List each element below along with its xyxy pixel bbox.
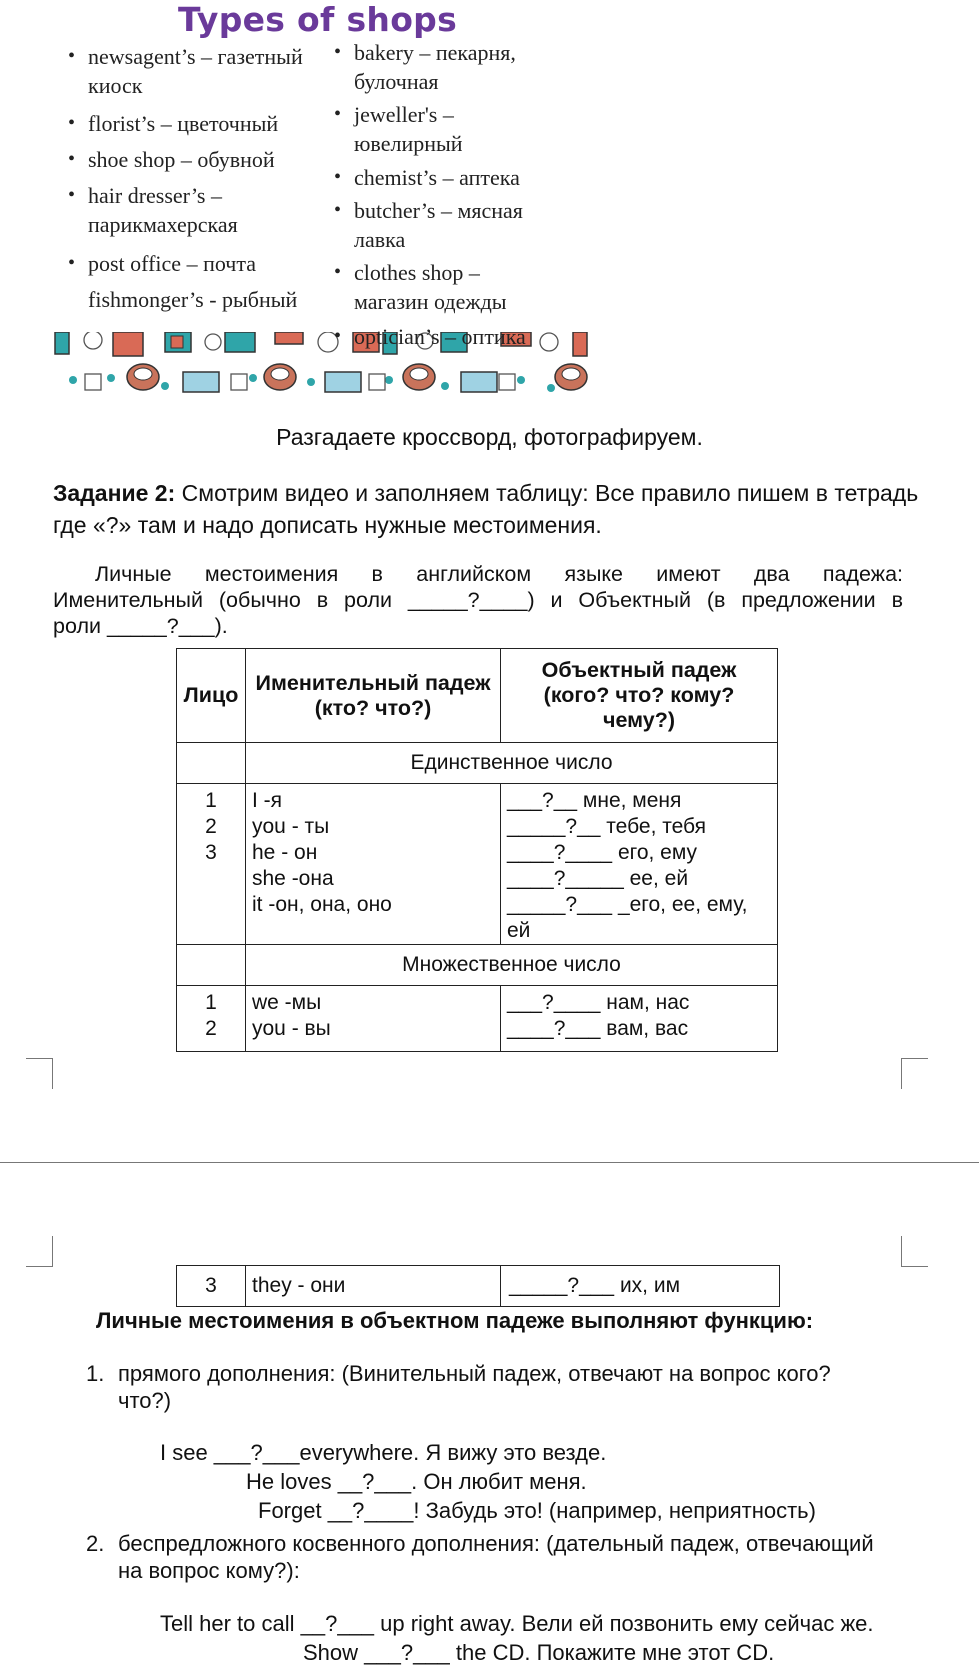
shop-item: • post office – почта: [88, 249, 328, 278]
intro-line: Личные местоимения в английском языке имеют два падежа:: [95, 562, 903, 586]
nominative-pronoun: I -я: [252, 789, 283, 812]
task2-paragraph: [53, 477, 933, 541]
crop-mark: [901, 1236, 928, 1267]
intro-line: Именительный (обычно в роли _____?____) и Объектный (в предложении в: [53, 588, 903, 612]
objective-pronoun: ____?____ его, ему: [507, 841, 698, 864]
nominative-pronoun: you - вы: [252, 1017, 331, 1040]
task2-label: Задание 2:: [53, 480, 176, 506]
header-nominative: Именительный падеж (кто? что?): [246, 649, 501, 743]
face-number: 1: [205, 789, 217, 812]
shop-item: • newsagent’s – газетный киоск: [88, 42, 328, 100]
example-sentence: Forget __?____! Забудь это! (например, неприятность): [258, 1498, 816, 1523]
nominative-pronoun: he - он: [252, 841, 318, 864]
pronoun-table-continued: [176, 1265, 780, 1307]
nominative-pronoun: it -он, она, оно: [252, 893, 392, 916]
example-sentence: Tell her to call __?___ up right away. Вели ей позвонить ему сейчас же.: [160, 1611, 874, 1636]
shop-item: • bakery – пекарня, булочная: [354, 38, 559, 96]
item-text: беспредложного косвенного дополнения: (дательный падеж, отвечающий на вопрос кому?):: [118, 1531, 874, 1583]
shop-item: • optician’s – оптика: [354, 322, 559, 351]
item-text: прямого дополнения: (Винительный падеж, отвечают на вопрос кого? что?): [118, 1361, 831, 1413]
nominative-pronoun: they - они: [246, 1266, 501, 1307]
plural-label: Множественное число: [246, 945, 778, 986]
face-number: 2: [205, 815, 217, 838]
crop-mark: [901, 1058, 928, 1089]
singular-label: Единственное число: [246, 743, 778, 784]
objective-pronoun: ____?_____ ее, ей: [507, 867, 689, 890]
pronoun-intro: [53, 561, 903, 639]
example-sentence: I see ___?___everywhere. Я вижу это везде.: [160, 1440, 607, 1465]
item-number: 1.: [86, 1361, 105, 1386]
item-number: 2.: [86, 1531, 105, 1556]
face-number: 2: [205, 1017, 217, 1040]
shops-title: Types of shops: [178, 0, 458, 39]
pronoun-table: [176, 648, 778, 1052]
shop-item: • fishmonger’s - рыбный: [88, 285, 328, 329]
task2-text: Смотрим видео и заполняем таблицу: Все правило пишем в тетрадь где «?» там и надо дописать нужные местоимения.: [53, 480, 919, 538]
objective-pronoun: _____?___ их, им: [501, 1266, 780, 1307]
shop-item: • butcher’s – мясная лавка: [354, 196, 559, 254]
crossword-instruction: Разгадаете кроссворд, фотографируем.: [276, 424, 703, 450]
shop-item: • hair dresser’s – парикмахерская: [88, 181, 328, 239]
function-item: [86, 1360, 888, 1414]
shop-item: • florist’s – цветочный: [88, 109, 328, 138]
example-sentence: Show ___?___ the CD. Покажите мне этот CD.: [303, 1640, 775, 1665]
nominative-pronoun: she -она: [252, 867, 334, 890]
crop-mark: [26, 1058, 53, 1089]
objective-pronoun: ____?___ вам, вас: [507, 1017, 689, 1040]
objective-pronoun: ___?__ мне, меня: [507, 789, 682, 812]
objective-pronoun: _____?___ _его, ее, ему, ей: [507, 893, 748, 942]
shop-item: • clothes shop – магазин одежды: [354, 258, 559, 316]
box-icon: [183, 372, 497, 392]
crop-mark: [26, 1236, 53, 1267]
functions-title: Личные местоимения в объектном падеже выполняют функцию:: [96, 1308, 814, 1333]
intro-line: роли _____?___).: [53, 614, 228, 638]
example-sentence: He loves __?___. Он любит меня.: [246, 1469, 587, 1494]
header-objective: Объектный падеж (кого? что? кому? чему?): [501, 649, 778, 743]
shop-item: • chemist’s – аптека: [354, 163, 559, 192]
face-number: 3: [205, 841, 217, 864]
function-item: [86, 1530, 888, 1584]
shop-item: • jeweller's – ювелирный: [354, 100, 559, 158]
nominative-pronoun: you - ты: [252, 815, 330, 838]
shop-item: • shoe shop – обувной: [88, 145, 328, 174]
header-face: Лицо: [177, 649, 246, 743]
objective-pronoun: _____?__ тебе, тебя: [507, 815, 706, 838]
nominative-pronoun: we -мы: [252, 991, 322, 1014]
face-number: 1: [205, 991, 217, 1014]
page-break-line: [0, 1162, 979, 1163]
objective-pronoun: ___?____ нам, нас: [507, 991, 690, 1014]
face-number: 3: [177, 1266, 246, 1307]
